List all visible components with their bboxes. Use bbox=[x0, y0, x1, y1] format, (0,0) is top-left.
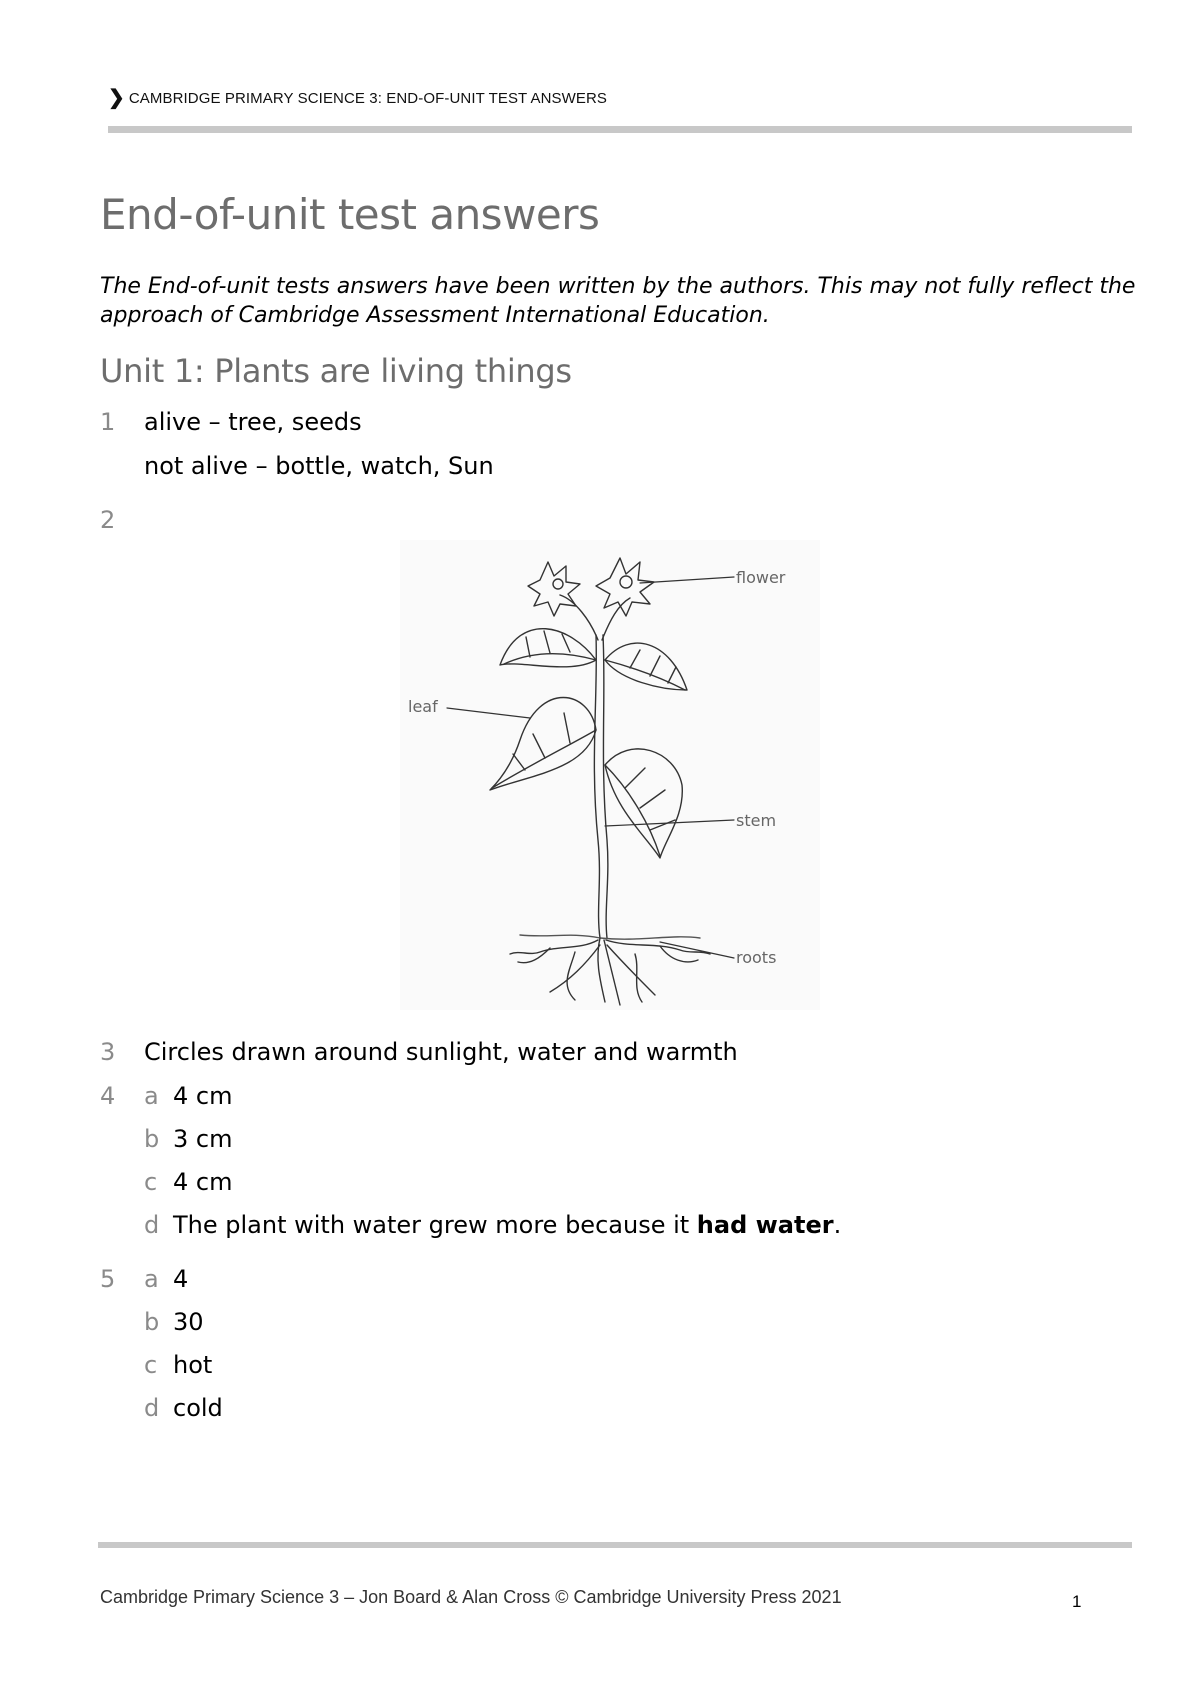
flower-label: flower bbox=[736, 568, 786, 587]
sub-letter: a bbox=[144, 1265, 159, 1293]
sub-letter: d bbox=[144, 1394, 160, 1422]
sub-letter: a bbox=[144, 1082, 159, 1110]
answer-text: cold bbox=[173, 1394, 223, 1422]
header-text: CAMBRIDGE PRIMARY SCIENCE 3: END-OF-UNIT TEST ANSWERS bbox=[128, 89, 608, 107]
plant-diagram bbox=[400, 540, 820, 1010]
roots-label: roots bbox=[736, 948, 777, 967]
sub-letter: b bbox=[144, 1125, 160, 1153]
answer-text: not alive – bottle, watch, Sun bbox=[144, 452, 494, 480]
answer-text bbox=[173, 1211, 841, 1239]
answer-text-part: . bbox=[833, 1211, 842, 1239]
sub-letter: d bbox=[144, 1211, 160, 1239]
page-header bbox=[108, 88, 607, 108]
answer-text: 30 bbox=[173, 1308, 204, 1336]
footer-rule bbox=[98, 1542, 1132, 1548]
sub-letter: b bbox=[144, 1308, 160, 1336]
question-number: 1 bbox=[100, 408, 116, 436]
unit-heading: Unit 1: Plants are living things bbox=[100, 352, 572, 390]
answer-text-part: The plant with water grew more because it bbox=[173, 1211, 697, 1239]
page-number: 1 bbox=[1072, 1592, 1082, 1611]
answer-text: Circles drawn around sunlight, water and warmth bbox=[144, 1038, 738, 1066]
page-title: End-of-unit test answers bbox=[100, 190, 600, 239]
sub-letter: c bbox=[144, 1351, 158, 1379]
question-number: 5 bbox=[100, 1265, 116, 1293]
leaf-label: leaf bbox=[408, 697, 438, 716]
stem-label: stem bbox=[736, 811, 777, 830]
answer-text: 4 cm bbox=[173, 1082, 233, 1110]
answer-text: 4 bbox=[173, 1265, 189, 1293]
disclaimer: The End-of-unit tests answers have been written by the authors. This may not fully reflect the approach of Cambridge Assessment International Education. bbox=[100, 274, 1136, 328]
answer-text: hot bbox=[173, 1351, 213, 1379]
footer-text: Cambridge Primary Science 3 – Jon Board & Alan Cross © Cambridge University Press 2021 bbox=[100, 1587, 842, 1607]
answer-text-bold: had water bbox=[696, 1211, 834, 1239]
answer-text: 3 cm bbox=[173, 1125, 233, 1153]
answer-text: 4 cm bbox=[173, 1168, 233, 1196]
chevron-right-icon: ❯ bbox=[108, 87, 125, 109]
answer-text: alive – tree, seeds bbox=[144, 408, 362, 436]
question-number: 3 bbox=[100, 1038, 116, 1066]
header-rule bbox=[108, 126, 1132, 133]
sub-letter: c bbox=[144, 1168, 158, 1196]
question-number: 2 bbox=[100, 506, 116, 534]
question-number: 4 bbox=[100, 1082, 116, 1110]
